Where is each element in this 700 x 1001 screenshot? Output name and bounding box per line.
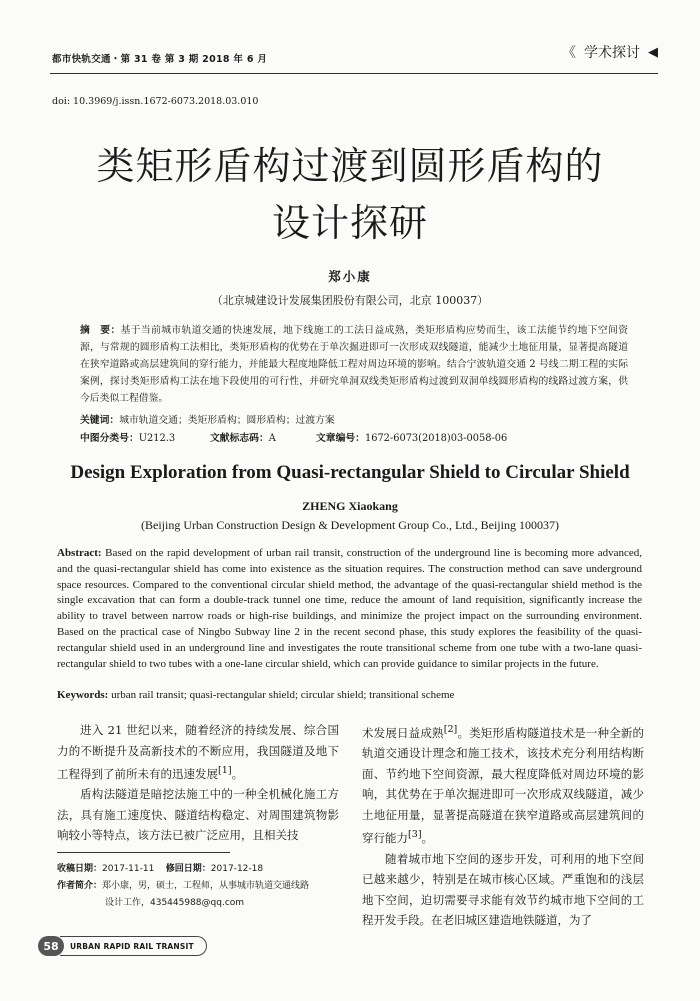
doc-code-value: A [268, 433, 276, 444]
article-no-value: 1672-6073(2018)03-0058-06 [364, 433, 508, 444]
keywords-en-text: urban rail transit; quasi-rectangular shield; circular shield; transitional scheme [111, 689, 455, 701]
dates-line: 收稿日期：2017-11-11 修回日期：2017-12-18 [57, 864, 264, 874]
affiliation-chinese: （北京城建设计发展集团股份有限公司，北京 100037） [211, 294, 489, 307]
section-tag [562, 42, 658, 62]
paragraph: 术发展日益成熟[2]。类矩形盾构隧道技术是一种全新的轨道交通设计理念和施工技术，该技术充分利用结构断面、节约地下空间资源，最大程度降低对周边环境的影响，其优势在于单次掘进即可一次形成双线隧道，减少土地征用量，显著提高隧道在狭窄道路或高层建筑间的穿行能力[3]。 [362, 724, 645, 846]
abstract-english [57, 546, 642, 672]
keywords-label: 关键词： [80, 415, 120, 426]
page-footer [38, 936, 207, 956]
paragraph: 盾构法隧道是暗挖法施工中的一种全机械化施工方法，具有施工速度快、隧道结构稳定、对周围建筑物影响较小等特点，该方法已被广泛应用，且相关技 [57, 787, 339, 843]
footnote-rule [57, 852, 230, 853]
keywords-en-label: Keywords: [57, 689, 109, 701]
abstract-label: 摘 要： [80, 325, 121, 336]
double-chevron-icon: 《 [562, 45, 576, 61]
citation: [3] [408, 829, 422, 841]
abstract-en-label: Abstract: [57, 547, 102, 559]
cls-label: 中图分类号： [80, 433, 139, 444]
affiliation-english: (Beijing Urban Construction Design & Development Group Co., Ltd., Beijing 100037) [141, 518, 559, 532]
paragraph: 进入 21 世纪以来，随着经济的持续发展、综合国力的不断提升及高新技术的不断应用，我国隧道及地下工程得到了前所未有的迅速发展[1]。 [57, 723, 339, 781]
page-number: 58 [38, 936, 64, 956]
citation: [2] [443, 724, 458, 735]
cls-value: U212.3 [138, 433, 176, 444]
paragraph: 随着城市地下空间的逐步开发，可利用的地下空间已越来越少，特别是在城市核心区域。严重饱和的浅层地下空间，迫切需要寻求能有效节约城市地下空间的工程开发手段。在老旧城区建造地铁隧道，为了 [362, 851, 644, 928]
article-no-label: 文章编号： [316, 433, 365, 444]
keywords-english [57, 689, 642, 701]
title-line-2: 设计探研 [271, 201, 428, 245]
keywords-chinese [80, 412, 628, 426]
abstract-text: 基于当前城市轨道交通的快速发展，地下线施工的工法日益成熟，类矩形盾构应势而生，该工法能节约地下空间资源，与常规的圆形盾构工法相比，类矩形盾构的优势在于单次掘进即可一次形成双线隧道，能减少土地征用量，显著提高隧道在狭窄道路或高层建筑间的穿行能力，并能最大程度地降低工程对周边环境的影响。结合宁波轨道交通 2 号线二期工程的实际案例，探讨类矩形盾构工法在地下段使用的可行性，并研究单洞双线类矩形盾构过渡到双洞单线圆形盾构的线路过渡方案，供今后类似工程借鉴。 [80, 325, 629, 404]
doc-code-label: 文献标志码： [210, 433, 269, 444]
citation: [1] [218, 765, 232, 776]
journal-name-english: URBAN RAPID RAIL TRANSIT [60, 936, 207, 956]
title-chinese [0, 138, 700, 252]
journal-info: 都市快轨交通・第 31 卷 第 3 期 2018 年 6 月 [52, 54, 268, 65]
author-chinese: 郑小康 [328, 269, 372, 284]
footnote [57, 861, 347, 912]
classification-row [80, 430, 628, 444]
author-english: ZHENG Xiaokang [302, 499, 398, 513]
body-column-right [362, 720, 644, 931]
keywords-text: 城市轨道交通；类矩形盾构；圆形盾构；过渡方案 [119, 415, 335, 426]
doi: doi: 10.3969/j.issn.1672-6073.2018.03.010 [52, 96, 259, 107]
section-label: 学术探讨 [584, 45, 640, 61]
bio-line: 作者简介：郑小康，男，硕士，工程师，从事城市轨道交通线路 [57, 881, 310, 891]
triangle-left-icon: ◀ [648, 44, 658, 60]
bio-line-2: 设计工作，435445988@qq.com [105, 898, 245, 908]
abstract-en-text: Based on the rapid development of urban rail transit, construction of the underground line is becoming more advanced, and the quasi-rectangular shield has come into existence as the situation requires. The construction method can save underground space resources. Compared to the conventional circular shield method, the advantage of the quasi-rectangular shield method is the single excavation that can form a double-track tunnel one time, reduce the amount of land requisition, significantly increase the ability to travel between narrow roads or high-rise buildings, and minimize the project impact on the surrounding environment. Based on the practical case of Ningbo Subway line 2 in the recent second phase, this study explores the feasibility of the quasi-rectangular shield used in an underground line and investigates the route transitional scheme from one tube with a two-lane quasi-rectangular shield to two tubes with a one-lane circular shield, which can provide guidance to similar projects in the future. [57, 547, 642, 670]
body-column-left [57, 720, 339, 846]
title-line-1: 类矩形盾构过渡到圆形盾构的 [96, 144, 604, 188]
abstract-chinese [80, 322, 628, 407]
header-rule [50, 73, 658, 74]
title-english: Design Exploration from Quasi-rectangular Shield to Circular Shield [70, 462, 630, 483]
